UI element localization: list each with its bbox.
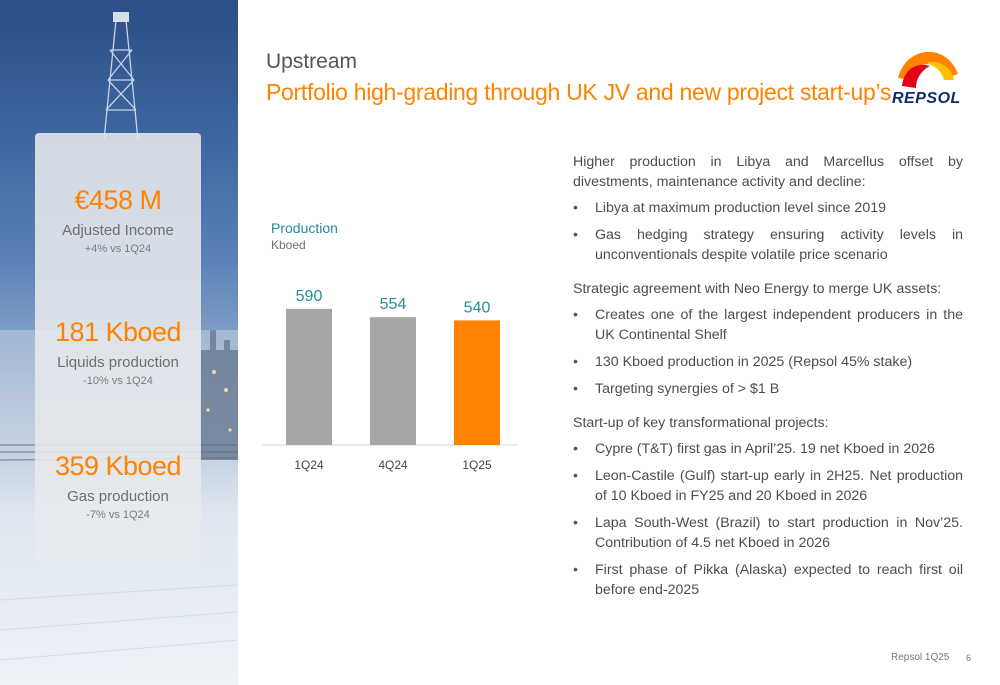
bullet-item: • Lapa South-West (Brazil) to start production in Nov’25. Contribution of 4.5 net Kboed in 2026 xyxy=(573,513,963,553)
bullet-item: • Gas hedging strategy ensuring activity levels in unconventionals despite volatile price scenario xyxy=(573,225,963,265)
bullet-list xyxy=(573,198,963,265)
category-label: 1Q25 xyxy=(462,458,492,472)
commentary-section xyxy=(573,413,963,600)
commentary-section xyxy=(573,152,963,265)
bar-value-label: 554 xyxy=(379,296,407,314)
kpi-label: Adjusted Income xyxy=(62,222,174,239)
bullet-item: • First phase of Pikka (Alaska) expected to reach first oil before end-2025 xyxy=(573,560,963,600)
bullet-list xyxy=(573,305,963,399)
commentary-section xyxy=(573,279,963,399)
kpi-adjusted-income xyxy=(35,185,201,255)
page-title: Portfolio high-grading through UK JV and new project start-up’s xyxy=(266,79,892,105)
kpi-liquids-production xyxy=(35,317,201,387)
bullet-list xyxy=(573,439,963,600)
bar-1q25 xyxy=(454,320,500,445)
section-intro: Higher production in Libya and Marcellus offset by divestments, maintenance activity and decline: xyxy=(573,154,963,190)
kpi-delta: -7% vs 1Q24 xyxy=(86,509,150,521)
kpi-label: Liquids production xyxy=(57,354,179,371)
chart-unit: Kboed xyxy=(271,238,306,252)
bullet-item: • Cypre (T&T) first gas in April’25. 19 net Kboed in 2026 xyxy=(573,439,963,459)
bullet-item: • Creates one of the largest independent producers in the UK Continental Shelf xyxy=(573,305,963,345)
bar-value-label: 590 xyxy=(295,287,323,305)
chart-title: Production xyxy=(271,220,338,236)
page-number: 6 xyxy=(966,653,972,663)
commentary-column xyxy=(573,152,963,607)
bullet-item: • 130 Kboed production in 2025 (Repsol 45% stake) xyxy=(573,352,963,372)
kpi-label: Gas production xyxy=(67,488,169,505)
kpi-value: 181 Kboed xyxy=(54,317,182,347)
kpi-gas-production xyxy=(35,451,201,521)
section-intro: Strategic agreement with Neo Energy to merge UK assets: xyxy=(573,281,942,297)
bullet-item: • Libya at maximum production level since 2019 xyxy=(573,198,963,218)
category-label: 4Q24 xyxy=(378,458,408,472)
kpi-card xyxy=(35,133,201,562)
repsol-logo-text: REPSOL xyxy=(892,90,961,107)
section-intro: Start-up of key transformational projects: xyxy=(573,415,829,431)
footer-source: Repsol 1Q25 xyxy=(891,652,950,663)
kpi-delta: -10% vs 1Q24 xyxy=(83,375,153,387)
bar-4q24 xyxy=(370,317,416,445)
kpi-delta: +4% vs 1Q24 xyxy=(84,243,152,255)
bar-value-label: 540 xyxy=(463,299,491,317)
kpi-value: 359 Kboed xyxy=(54,451,182,481)
section-kicker: Upstream xyxy=(266,50,358,73)
bar-1q24 xyxy=(286,309,332,445)
bullet-item: • Targeting synergies of > $1 B xyxy=(573,379,963,399)
bullet-item: • Leon-Castile (Gulf) start-up early in 2H25. Net production of 10 Kboed in FY25 and 20 Kboed in 2026 xyxy=(573,466,963,506)
background-photo xyxy=(0,0,238,685)
kpi-value: €458 M xyxy=(74,185,162,215)
production-bar-chart xyxy=(262,270,524,480)
category-label: 1Q24 xyxy=(294,458,324,472)
